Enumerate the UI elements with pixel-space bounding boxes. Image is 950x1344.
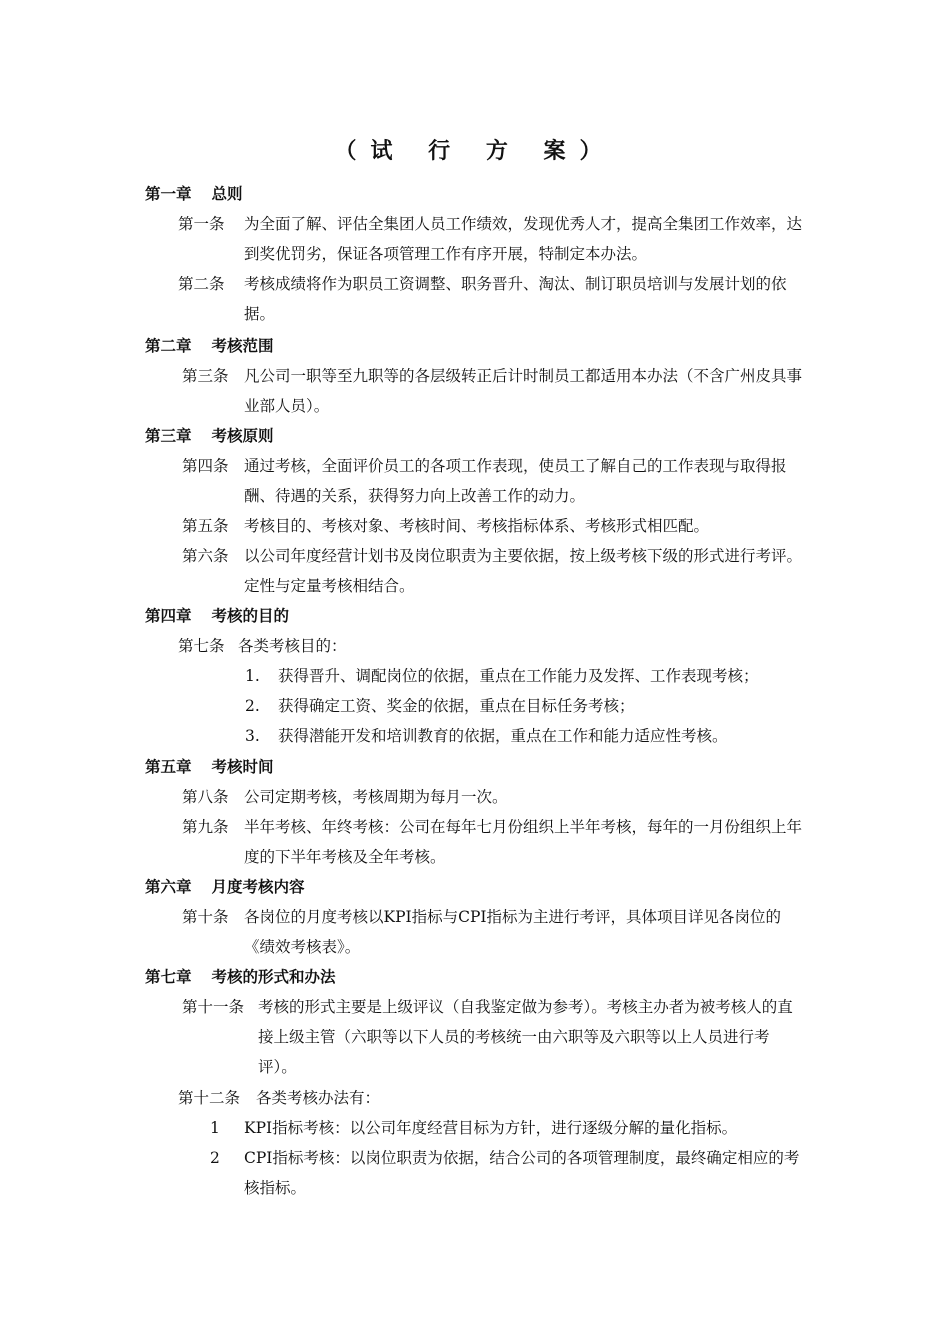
article	[182, 902, 808, 962]
list-item-text: CPI指标考核：以岗位职责为依据，结合公司的各项管理制度，最终确定相应的考核指标。	[244, 1149, 800, 1197]
article	[182, 541, 808, 601]
chapter-title: 总则	[211, 184, 243, 203]
article-text: 凡公司一职等至九职等的各层级转正后计时制员工都适用本办法（不含广州皮具事业部人员）。	[244, 367, 803, 415]
article-label: 第十二条	[178, 1089, 241, 1107]
list-item-number: 2	[210, 1149, 220, 1167]
chapter-heading	[145, 421, 274, 451]
list-item-text: 获得晋升、调配岗位的依据，重点在工作能力及发挥、工作表现考核；	[278, 667, 759, 685]
article-label: 第八条	[182, 788, 229, 806]
chapter-heading	[145, 872, 305, 902]
article	[182, 992, 808, 1082]
article-text: 为全面了解、评估全集团人员工作绩效，发现优秀人才，提高全集团工作效率，达到奖优罚劣，保证各项管理工作有序开展，特制定本办法。	[244, 215, 803, 263]
chapter-heading	[145, 601, 289, 631]
article-text: 各岗位的月度考核以KPI指标与CPI指标为主进行考评，具体项目详见各岗位的《绩效考核表》。	[244, 908, 782, 956]
article	[182, 451, 808, 511]
article-text: 考核目的、考核对象、考核时间、考核指标体系、考核形式相匹配。	[244, 517, 710, 535]
article-label: 第六条	[182, 547, 229, 565]
chapter-heading	[145, 962, 336, 992]
list-item	[245, 661, 808, 691]
chapter-number: 第六章	[145, 877, 192, 896]
chapter-title: 考核的形式和办法	[211, 967, 336, 986]
chapter-number: 第二章	[145, 336, 192, 355]
list-item	[210, 1113, 808, 1143]
article-label: 第九条	[182, 818, 229, 836]
list-item-number: 3.	[245, 727, 260, 745]
article-text: 通过考核，全面评价员工的各项工作表现，使员工了解自己的工作表现与取得报酬、待遇的关系，获得努力向上改善工作的动力。	[244, 457, 787, 505]
chapter-title: 考核的目的	[211, 606, 290, 625]
article-text: 以公司年度经营计划书及岗位职责为主要依据，按上级考核下级的形式进行考评。定性与定量考核相结合。	[244, 547, 803, 595]
list-item-text: 获得潜能开发和培训教育的依据，重点在工作和能力适应性考核。	[278, 727, 728, 745]
chapter-heading	[145, 331, 274, 361]
article-label: 第十一条	[182, 998, 245, 1016]
article	[178, 631, 808, 661]
chapter-number: 第三章	[145, 426, 192, 445]
article-text: 各类考核办法有：	[256, 1089, 381, 1107]
list-item	[245, 691, 808, 721]
chapter-title: 考核原则	[211, 426, 274, 445]
chapter-number: 第七章	[145, 967, 192, 986]
list-item-text: 获得确定工资、奖金的依据，重点在目标任务考核；	[278, 697, 635, 715]
list-item-number: 1	[210, 1119, 220, 1137]
article	[182, 511, 808, 541]
article-label: 第三条	[182, 367, 229, 385]
article	[182, 361, 808, 421]
article-text: 考核成绩将作为职员工资调整、职务晋升、淘汰、制订职员培训与发展计划的依据。	[244, 275, 787, 323]
article-text: 考核的形式主要是上级评议（自我鉴定做为参考）。考核主办者为被考核人的直接上级主管（六职等以下人员的考核统一由六职等及六职等以上人员进行考评）。	[258, 998, 793, 1076]
article-label: 第二条	[178, 275, 225, 293]
list-item-number: 2.	[245, 697, 260, 715]
chapter-number: 第一章	[145, 184, 192, 203]
list-item	[245, 721, 808, 751]
article	[182, 812, 808, 872]
chapter-title: 考核时间	[211, 757, 274, 776]
article	[178, 209, 808, 269]
chapter-title: 考核范围	[211, 336, 274, 355]
article-label: 第七条	[178, 637, 225, 655]
article-text: 半年考核、年终考核：公司在每年七月份组织上半年考核，每年的一月份组织上年度的下半年考核及全年考核。	[244, 818, 803, 866]
article-label: 第四条	[182, 457, 229, 475]
list-item	[210, 1143, 808, 1203]
article-label: 第一条	[178, 215, 225, 233]
chapter-heading	[145, 179, 243, 209]
article	[182, 782, 808, 812]
chapter-heading	[145, 752, 274, 782]
chapter-number: 第五章	[145, 757, 192, 776]
article-label: 第十条	[182, 908, 229, 926]
chapter-number: 第四章	[145, 606, 192, 625]
article-label: 第五条	[182, 517, 229, 535]
document-title: （试 行 方 案）	[334, 138, 616, 164]
list-item-text: KPI指标考核：以公司年度经营目标为方针，进行逐级分解的量化指标。	[244, 1119, 738, 1137]
article-text: 各类考核目的：	[238, 637, 347, 655]
article	[178, 1083, 808, 1113]
list-item-number: 1.	[245, 667, 260, 685]
article	[178, 269, 808, 329]
article-text: 公司定期考核，考核周期为每月一次。	[244, 788, 508, 806]
chapter-title: 月度考核内容	[211, 877, 305, 896]
